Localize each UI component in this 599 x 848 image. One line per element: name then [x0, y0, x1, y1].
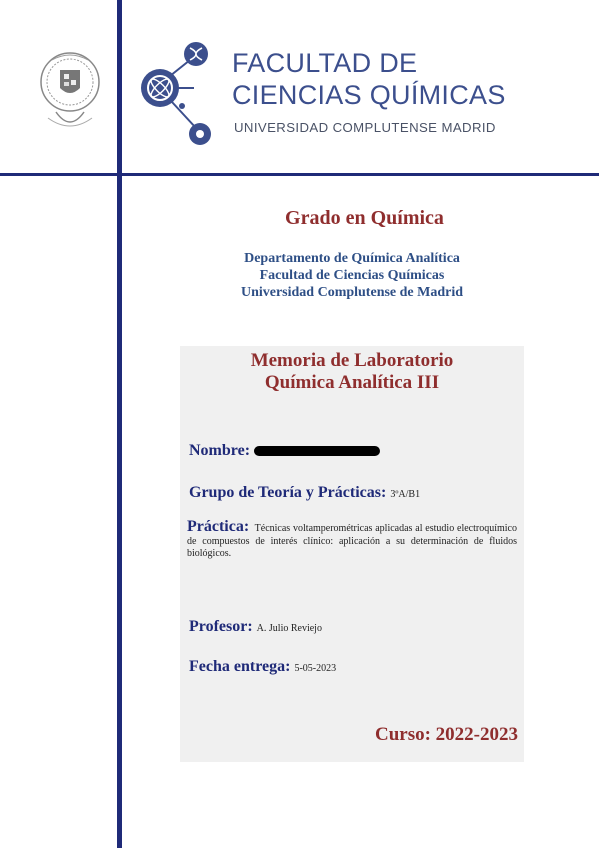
practica-label: Práctica: [187, 518, 250, 535]
redaction-bar [254, 446, 380, 456]
faculty-name-line1: FACULTAD DE [232, 48, 418, 78]
ucm-crest-icon [38, 48, 102, 136]
profesor-label: Profesor: [189, 618, 253, 635]
fecha-field [189, 658, 336, 676]
university-line: Universidad Complutense de Madrid [240, 285, 464, 300]
practica-value: Técnicas voltamperométricas aplicadas al estudio electroquímico de compuestos de interés clínico: aplicación a su determinación de fluidos biológicos. [187, 523, 517, 559]
grupo-label: Grupo de Teoría y Prácticas: [189, 484, 387, 501]
nombre-label: Nombre: [189, 442, 251, 459]
grupo-value: 3ºA/B1 [390, 489, 421, 500]
profesor-field [189, 618, 322, 636]
horizontal-rule [0, 173, 599, 176]
report-title-line1: Memoria de Laboratorio [250, 350, 454, 371]
faculty-logo-icon [138, 42, 218, 152]
faculty-line: Facultad de Ciencias Químicas [259, 268, 445, 283]
faculty-name-line2: CIENCIAS QUÍMICAS [232, 80, 506, 110]
cover-info-box [180, 346, 524, 762]
grupo-field [189, 484, 420, 502]
vertical-rule [117, 0, 122, 848]
degree-title: Grado en Química [285, 207, 444, 229]
department-line: Departamento de Química Analítica [244, 251, 460, 266]
profesor-value: A. Julio Reviejo [256, 623, 322, 634]
nombre-field [189, 442, 380, 460]
faculty-name [232, 47, 506, 111]
department-block [0, 250, 599, 301]
fecha-label: Fecha entrega: [189, 658, 291, 675]
report-title [180, 350, 524, 394]
university-name: UNIVERSIDAD COMPLUTENSE MADRID [234, 120, 496, 135]
practica-field [187, 518, 517, 561]
academic-year: Curso: 2022-2023 [374, 724, 518, 745]
report-title-line2: Química Analítica III [264, 372, 440, 393]
fecha-value: 5-05-2023 [294, 663, 337, 674]
